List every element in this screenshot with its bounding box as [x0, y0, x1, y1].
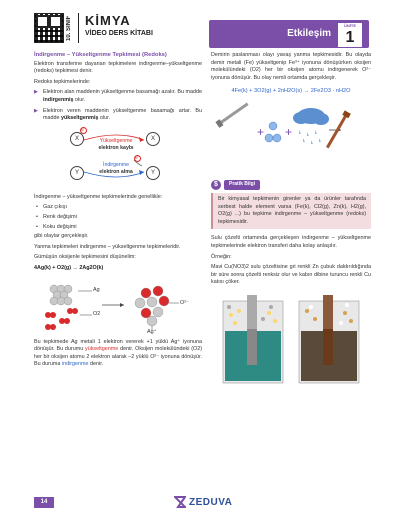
zinc-copper-text: Mavi Cu(NO3)2 sulu çözeltisine gri renkli Zn çubuk daldırıldığında bir süre sonra çözelti renksiz olur ve kabın dibine turuncu renkli Cu katısı çöker.	[211, 264, 371, 286]
section-tab-label: Etkileşim	[287, 28, 331, 39]
reduction-term: indirgenme	[61, 361, 89, 368]
electron-icon: e⁻	[135, 154, 141, 161]
rusting-visual	[211, 100, 371, 178]
electron-icon: e⁻	[81, 126, 87, 133]
unit-number: 1	[345, 29, 355, 46]
electron-transfer-diagram	[34, 126, 202, 188]
bullet-text: olur.	[98, 115, 111, 122]
silver-intro: Gümüşün oksijenle tepkimesini düşünelim:	[34, 254, 136, 261]
page-number: 14	[34, 497, 54, 508]
section-heading: İndirgenme – Yükseltgenme Tepkimesi (Redoks)	[34, 52, 167, 58]
silver-equation: 4Ag(k) + O2(g) → 2Ag2O(k)	[34, 264, 104, 271]
beaker-comparison	[211, 291, 371, 385]
svg-text:+: +	[285, 124, 293, 139]
right-column	[211, 52, 371, 385]
list-item: • Gaz çıkışı	[34, 204, 202, 212]
reduction-label: İndirgenme	[103, 161, 129, 168]
list-item: • Renk değişimi	[34, 214, 202, 222]
atom-x: X	[70, 132, 84, 146]
bullet-reduction	[34, 89, 202, 104]
oxidation-term: yükseltgenme	[85, 346, 119, 353]
solution-text: Sulu çözelti ortamında gerçekleşen indirgenme – yükseltgenme tepkimelerinde elektron transferi daha kolay anlaşılır.	[211, 235, 371, 249]
silver-reaction-illustration	[34, 277, 202, 335]
info-box: Bir kimyasal tepkimenin girenler ya da ürünler tarafında serbest halde element varsa (Fe(k), Cl2(g), Zn(k), H2(g), O2(g) ...) bu tepkime indirgenme – yükseltgenme (redoks) tepkimesidir.	[211, 193, 371, 229]
observation-intro: İndirgenme – yükseltgenme tepkimelerinde genellikle:	[34, 193, 163, 200]
rusting-equation: 4Fe(k) + 3O2(g) + 2nH2O(s) → 2Fe2O3 · nH2O	[231, 88, 351, 95]
example-label: Örneğin:	[211, 253, 232, 260]
redoks-intro: Redoks tepkimelerinde:	[34, 78, 91, 85]
zeduva-logo-icon	[174, 496, 186, 508]
section-tab	[209, 20, 369, 48]
unit-badge	[337, 22, 363, 48]
book-title: KİMYA	[85, 13, 131, 28]
silver-reaction-visual	[34, 277, 202, 335]
unit-label: ÜNİTE	[344, 23, 356, 28]
info-title: Pratik Bilgi	[224, 180, 260, 190]
book-subtitle: VİDEO DERS KİTABI	[85, 30, 153, 37]
bullet-oxidation	[34, 108, 202, 123]
beaker-illustration	[211, 291, 371, 385]
oxide-ion-label: O²⁻	[180, 299, 189, 306]
definition-text: Elektron transferine dayanan tepkimelere indirgenme–yükseltgenme (redoks) tepkimesi denir.	[34, 60, 202, 75]
page-header	[0, 0, 400, 48]
ag-label: Ag	[93, 286, 100, 293]
bold-term: yükseltgenmiş	[60, 115, 99, 122]
oxidation-label: Yükseltgenme	[99, 137, 133, 144]
silver-explanation	[34, 339, 202, 369]
left-column	[34, 52, 202, 372]
svg-text:+: +	[257, 124, 265, 139]
publisher-logo	[174, 496, 232, 508]
info-icon: $	[211, 180, 221, 190]
qr-code-icon[interactable]	[34, 13, 64, 43]
publisher-name: ZEDUVA	[189, 496, 233, 508]
atom-y-ion: Y	[146, 166, 160, 180]
bullet-text: olur.	[73, 96, 86, 103]
diagram-arrows	[34, 126, 202, 188]
explanation-text: Bu tepkimede Ag metali 1 elektron vererek +1 yüklü Ag⁺ iyonuna dönüşür. Bu durumu	[34, 338, 202, 353]
grade-label: 10. SINIF	[66, 15, 72, 41]
silver-ion-label: Ag⁺	[147, 328, 157, 335]
atom-x-ion: X	[146, 132, 160, 146]
electron-loss-label: elektron kaybı	[98, 144, 134, 151]
explanation-text: denir.	[88, 361, 104, 368]
rusting-text: Demirin paslanması olayı yavaş yanma tepkimesidir. Bu olayda demir metali (Fe) yükseltgenip Fe³⁺ iyonuna dönüşürken oksijen molekülündeki (O2) her bir oksijen atomu indirgenerek O²⁻ iyonuna dönüşür. Bu olay nemli ortamda gerçekleşir.	[211, 52, 371, 81]
rusting-illustration	[211, 100, 371, 178]
list-item: • Koku değişimi	[34, 224, 202, 232]
electron-gain-label: elektron alma	[99, 168, 133, 175]
bold-term: indirgenmiş	[43, 96, 74, 103]
bullet-text: Elektron veren maddenin yükseltgenme basamağı artar. Bu madde	[43, 107, 202, 122]
o2-label: O2	[93, 310, 101, 317]
observation-outro: gibi olaylar gerçekleşir.	[34, 233, 89, 240]
atom-y: Y	[70, 166, 84, 180]
combustion-text: Yanma tepkimeleri indirgenme – yükseltgenme tepkimeleridir.	[34, 243, 181, 250]
info-heading	[211, 180, 371, 190]
bullet-text: Elektron alan maddenin yükseltgenme basamağı azalır. Bu madde	[43, 89, 202, 96]
explanation-text: denir. Oksijen molekülündeki (O2) her bir oksijen atomu 2 elektron alarak –2 yüklü O²⁻ iyonuna dönüşür. Bu duruma	[34, 346, 202, 368]
book-brand	[78, 13, 154, 43]
